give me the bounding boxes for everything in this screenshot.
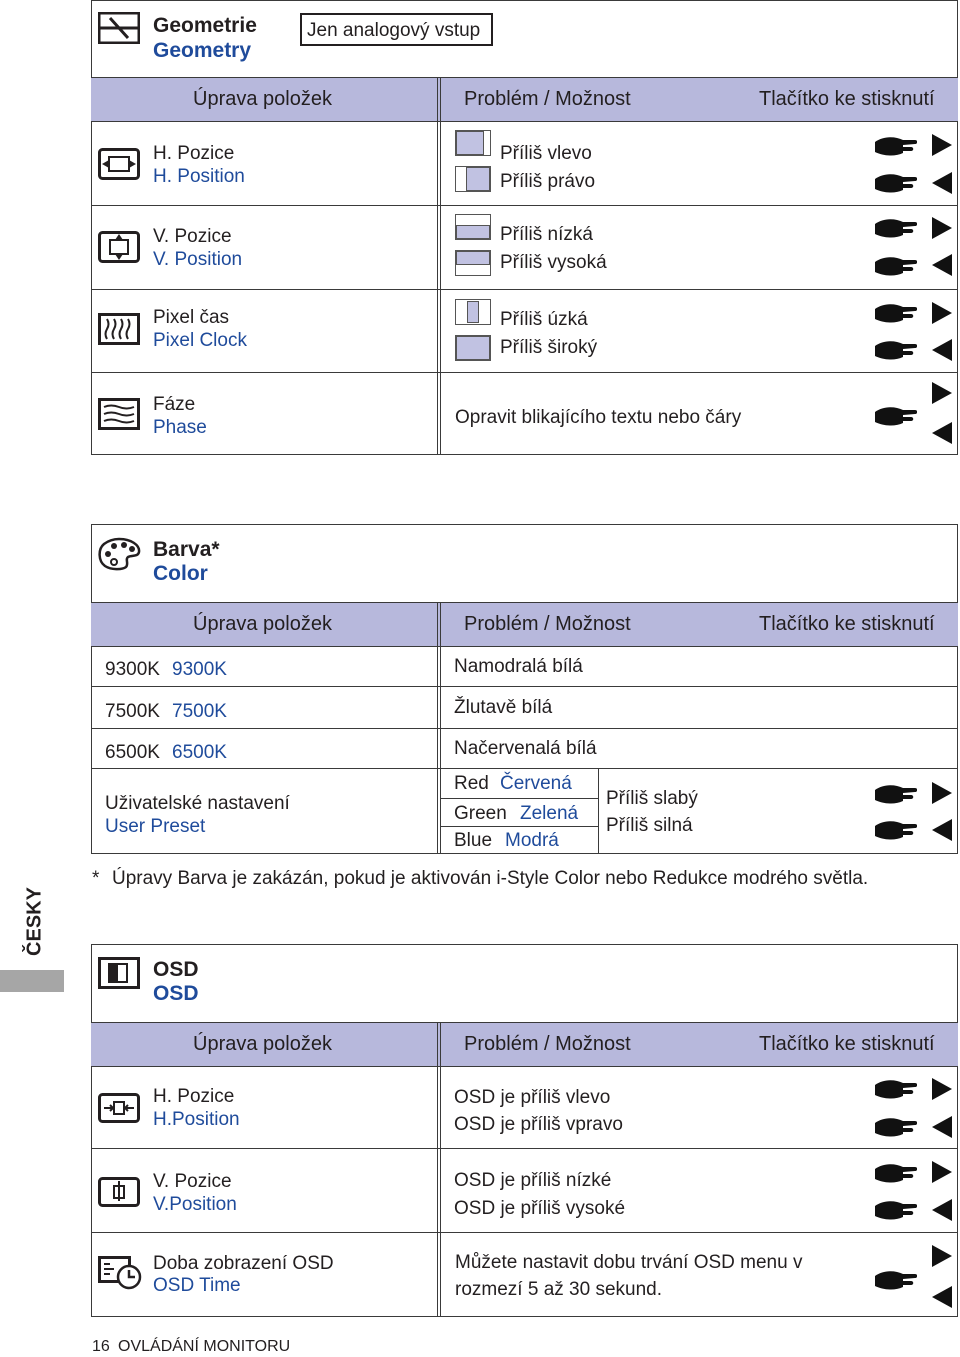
geometry-title-cz: Geometrie bbox=[153, 14, 257, 37]
channel-red-en: Červená bbox=[500, 773, 572, 794]
channel-red-cz: Red bbox=[454, 773, 489, 794]
color-user-en: User Preset bbox=[105, 816, 206, 837]
press-hand-icon bbox=[873, 1115, 917, 1139]
osd-h-position-icon bbox=[98, 1093, 140, 1123]
color-title-en: Color bbox=[153, 562, 208, 585]
osd-row-time-problem-2: rozmezí 5 až 30 sekund. bbox=[455, 1279, 662, 1300]
press-hand-icon bbox=[873, 216, 917, 240]
geometry-row-phase-en: Phase bbox=[153, 417, 207, 438]
color-user-cz: Uživatelské nastavení bbox=[105, 793, 290, 814]
left-arrow-button-icon bbox=[932, 1199, 952, 1221]
osd-v-position-icon bbox=[98, 1177, 140, 1207]
geometry-row-h-problem-1: Příliš vlevo bbox=[500, 143, 592, 164]
right-arrow-button-icon bbox=[932, 1078, 952, 1100]
press-hand-icon bbox=[873, 171, 917, 195]
geometry-title-en: Geometry bbox=[153, 39, 252, 62]
header-problem: Problém / Možnost bbox=[464, 88, 631, 110]
right-arrow-button-icon bbox=[932, 217, 952, 239]
left-arrow-button-icon bbox=[932, 819, 952, 841]
geometry-icon bbox=[98, 12, 140, 44]
left-arrow-button-icon bbox=[932, 172, 952, 194]
osd-row-h-en: H.Position bbox=[153, 1109, 240, 1130]
right-arrow-button-icon bbox=[932, 134, 952, 156]
too-narrow-illustration bbox=[455, 299, 491, 325]
press-hand-icon bbox=[873, 818, 917, 842]
footer-section-title: OVLÁDÁNÍ MONITORU bbox=[118, 1338, 291, 1355]
color-palette-icon bbox=[97, 537, 141, 571]
header-problem: Problém / Možnost bbox=[464, 613, 631, 635]
h-position-icon bbox=[98, 148, 140, 180]
osd-row-time-problem-1: Můžete nastavit dobu trvání OSD menu v bbox=[455, 1252, 803, 1273]
color-user-problem-1: Příliš slabý bbox=[606, 788, 698, 809]
press-hand-icon bbox=[873, 1161, 917, 1185]
osd-icon bbox=[98, 957, 140, 989]
left-arrow-button-icon bbox=[932, 1116, 952, 1138]
geometry-row-clock-problem-1: Příliš úzká bbox=[500, 309, 588, 330]
press-hand-icon bbox=[873, 338, 917, 362]
too-low-illustration bbox=[455, 214, 491, 240]
channel-blue-cz: Blue bbox=[454, 830, 493, 851]
osd-row-time-en: OSD Time bbox=[153, 1275, 241, 1296]
phase-icon bbox=[98, 398, 140, 430]
osd-time-icon bbox=[98, 1256, 142, 1290]
header-items: Úprava položek bbox=[193, 1033, 332, 1055]
too-right-illustration bbox=[455, 166, 491, 192]
footnote-mark: * bbox=[92, 868, 100, 889]
color-row-7500-cz: 7500K bbox=[105, 701, 160, 722]
press-hand-icon bbox=[873, 782, 917, 806]
color-row-6500-en: 6500K bbox=[172, 742, 227, 763]
osd-row-v-problem-2: OSD je příliš vysoké bbox=[454, 1198, 626, 1219]
color-row-6500-problem: Načervenalá bílá bbox=[454, 738, 597, 759]
osd-row-h-problem-1: OSD je příliš vlevo bbox=[454, 1087, 611, 1108]
language-label: ČESKY bbox=[23, 887, 46, 956]
press-hand-icon bbox=[873, 254, 917, 278]
geometry-row-h-problem-2: Příliš právo bbox=[500, 171, 596, 192]
geometry-row-phase-cz: Fáze bbox=[153, 394, 196, 415]
too-wide-illustration bbox=[455, 335, 491, 361]
osd-title-en: OSD bbox=[153, 982, 199, 1005]
color-title-cz: Barva* bbox=[153, 538, 220, 561]
left-arrow-button-icon bbox=[932, 254, 952, 276]
right-arrow-button-icon bbox=[932, 1245, 952, 1267]
color-row-7500-problem: Žlutavě bílá bbox=[454, 697, 553, 718]
color-row-9300-cz: 9300K bbox=[105, 659, 160, 680]
right-arrow-button-icon bbox=[932, 1161, 952, 1183]
geometry-row-v-cz: V. Pozice bbox=[153, 226, 232, 247]
left-arrow-button-icon bbox=[932, 339, 952, 361]
color-footnote: Úpravy Barva je zakázán, pokud je aktivován i-Style Color nebo Redukce modrého světla. bbox=[112, 868, 869, 889]
left-arrow-button-icon bbox=[932, 1286, 952, 1308]
press-hand-icon bbox=[873, 1268, 917, 1292]
pixel-clock-icon bbox=[98, 313, 140, 345]
header-items: Úprava položek bbox=[193, 613, 332, 635]
color-row-7500-en: 7500K bbox=[172, 701, 227, 722]
press-hand-icon bbox=[873, 1077, 917, 1101]
color-row-9300-problem: Namodralá bílá bbox=[454, 656, 583, 677]
geometry-row-clock-cz: Pixel čas bbox=[153, 307, 230, 328]
osd-row-h-problem-2: OSD je příliš vpravo bbox=[454, 1114, 623, 1135]
osd-row-v-en: V.Position bbox=[153, 1194, 237, 1215]
osd-title-cz: OSD bbox=[153, 958, 199, 981]
color-row-6500-cz: 6500K bbox=[105, 742, 160, 763]
geometry-row-clock-en: Pixel Clock bbox=[153, 330, 247, 351]
left-arrow-button-icon bbox=[932, 422, 952, 444]
geometry-row-v-problem-1: Příliš nízká bbox=[500, 224, 593, 245]
language-side-tab bbox=[0, 868, 64, 992]
header-button: Tlačítko ke stisknutí bbox=[759, 88, 935, 110]
right-arrow-button-icon bbox=[932, 302, 952, 324]
press-hand-icon bbox=[873, 301, 917, 325]
header-button: Tlačítko ke stisknutí bbox=[759, 613, 935, 635]
geometry-row-clock-problem-2: Příliš široký bbox=[500, 337, 598, 358]
too-high-illustration bbox=[455, 250, 491, 276]
osd-row-v-cz: V. Pozice bbox=[153, 1171, 232, 1192]
page-number: 16 bbox=[92, 1338, 110, 1355]
osd-row-time-cz: Doba zobrazení OSD bbox=[153, 1253, 334, 1274]
geometry-row-v-en: V. Position bbox=[153, 249, 243, 270]
press-hand-icon bbox=[873, 134, 917, 158]
geometry-row-v-problem-2: Příliš vysoká bbox=[500, 252, 607, 273]
osd-row-h-cz: H. Pozice bbox=[153, 1086, 235, 1107]
press-hand-icon bbox=[873, 404, 917, 428]
right-arrow-button-icon bbox=[932, 382, 952, 404]
press-hand-icon bbox=[873, 1198, 917, 1222]
geometry-row-h-cz: H. Pozice bbox=[153, 143, 235, 164]
too-left-illustration bbox=[455, 130, 491, 156]
analog-only-note: Jen analogový vstup bbox=[300, 13, 493, 46]
v-position-icon bbox=[98, 231, 140, 263]
channel-green-cz: Green bbox=[454, 803, 507, 824]
geometry-row-phase-problem: Opravit blikajícího textu nebo čáry bbox=[455, 407, 742, 428]
right-arrow-button-icon bbox=[932, 782, 952, 804]
channel-green-en: Zelená bbox=[520, 803, 579, 824]
header-items: Úprava položek bbox=[193, 88, 332, 110]
header-problem: Problém / Možnost bbox=[464, 1033, 631, 1055]
channel-blue-en: Modrá bbox=[505, 830, 559, 851]
header-button: Tlačítko ke stisknutí bbox=[759, 1033, 935, 1055]
color-row-9300-en: 9300K bbox=[172, 659, 227, 680]
geometry-row-h-en: H. Position bbox=[153, 166, 245, 187]
color-user-problem-2: Příliš silná bbox=[606, 815, 693, 836]
osd-row-v-problem-1: OSD je příliš nízké bbox=[454, 1170, 612, 1191]
